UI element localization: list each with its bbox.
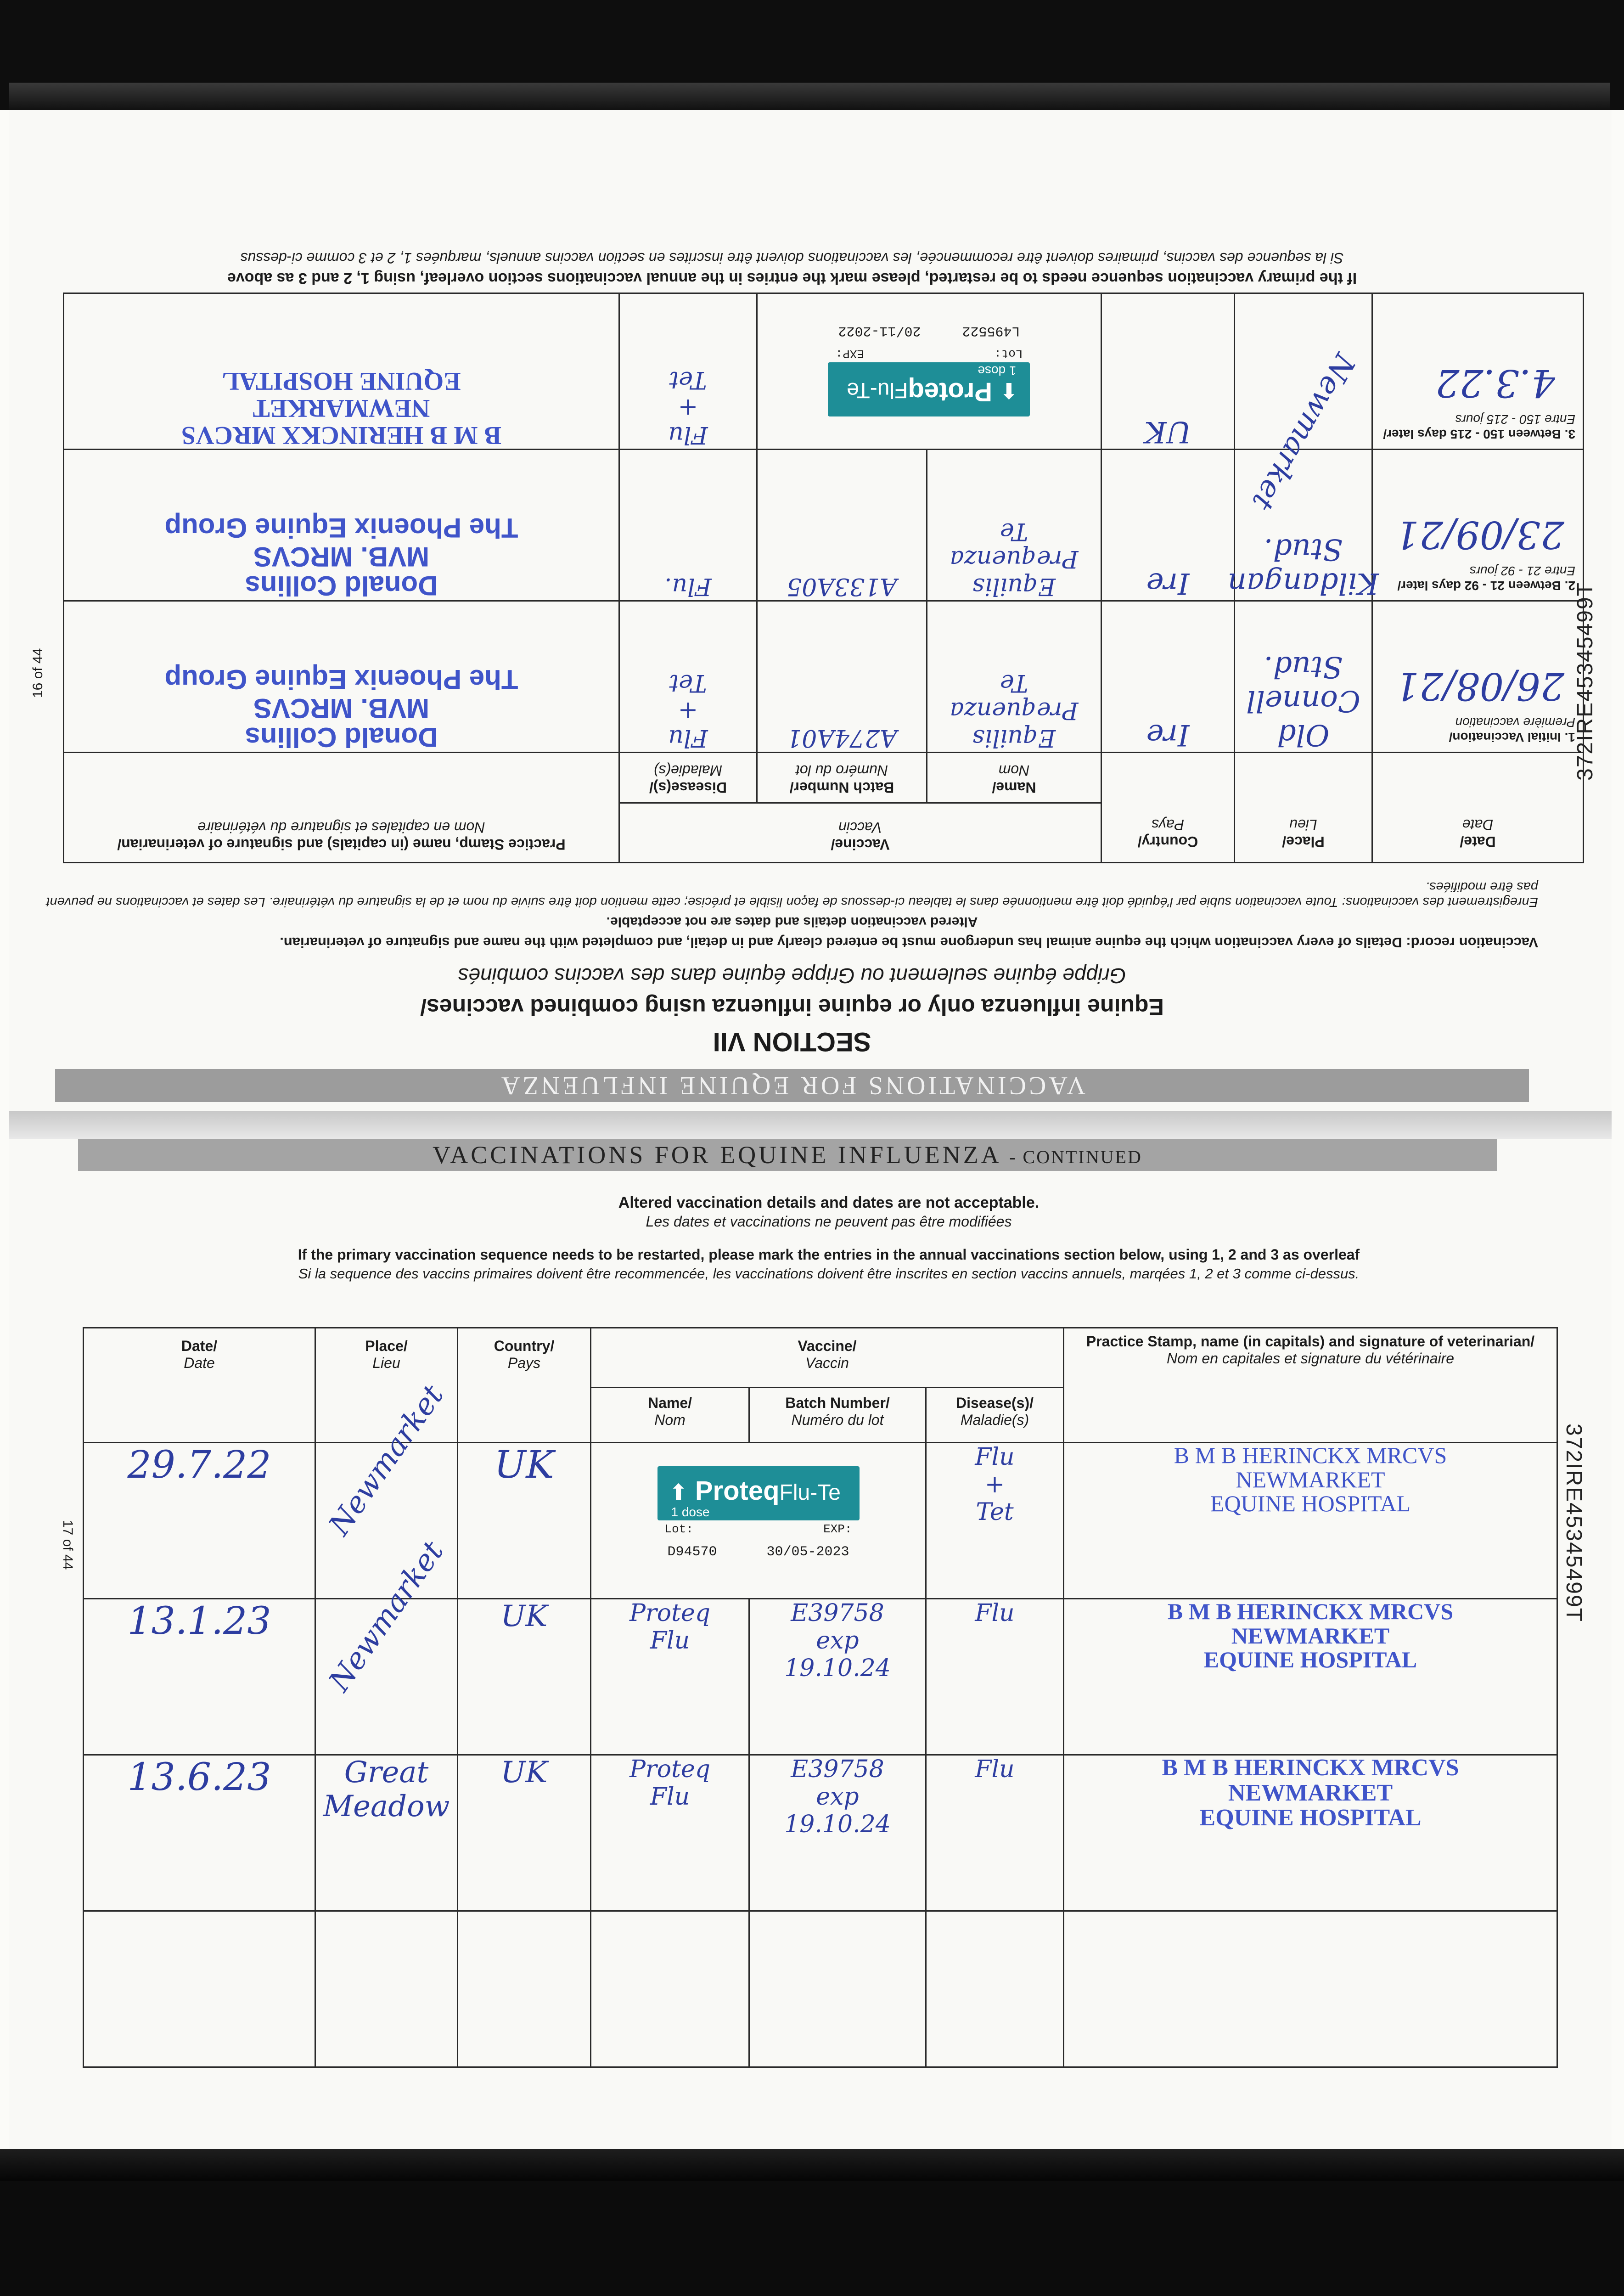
table-row xyxy=(63,601,1583,753)
place-cell: Great Meadow xyxy=(315,1755,458,1911)
practice-stamp-cell: B M B HERINCKX MRCVS NEWMARKET EQUINE HOSPITAL xyxy=(1064,1443,1557,1599)
practice-stamp-cell: B M B HERINCKX MRCVS NEWMARKET EQUINE HOSPITAL xyxy=(1064,1755,1557,1911)
header-disease: Disease(s)/ Maladie(s) xyxy=(619,753,757,803)
vaccine-name-cell: Equilis Prequenza Te xyxy=(927,450,1101,601)
book-gutter xyxy=(9,1111,1612,1139)
practice-stamp-cell: Donald Collins MVB. MRCVS The Phoenix Equine Group xyxy=(63,601,619,753)
country-cell: UK xyxy=(458,1443,591,1599)
batch-number-cell: A274A01 xyxy=(757,601,927,753)
page17-restart-note-en: If the primary vaccination sequence needs to be restarted, please mark the entries in the annual vaccinations section below, using 1, 2 and 3 as overleaf xyxy=(298,1246,1360,1263)
page16-restart-note-fr: Si la sequence des vaccins, primaires doivent être recommencée, les vaccinations doivent être inscrites en section vaccins annuels, marquées 1, 2 et 3 comme ci-dessus xyxy=(240,250,1344,266)
date-cell: 13.1.23 xyxy=(84,1599,315,1755)
header-country: Country/ Pays xyxy=(1101,753,1235,863)
table-row-empty xyxy=(84,1911,1557,2067)
place-cell: Kildangan Stud. xyxy=(1235,450,1372,601)
place-cell: Newmarket xyxy=(315,1443,458,1599)
disease-cell: Flu xyxy=(926,1599,1064,1755)
country-cell: UK xyxy=(458,1599,591,1755)
table-row xyxy=(84,1599,1557,1755)
country-cell: Ire xyxy=(1101,601,1235,753)
header-vaccine: Vaccine/ Vaccin xyxy=(619,803,1101,863)
page16-number: 16 of 44 xyxy=(30,648,45,698)
practice-stamp-cell: B M B HERINCKX MRCVS NEWMARKET EQUINE HOSPITAL xyxy=(1064,1599,1557,1755)
batch-number-cell: E39758 exp 19.10.24 xyxy=(749,1599,926,1755)
page17-vaccination-table xyxy=(83,1327,1558,2068)
page17-band-title: VACCINATIONS FOR EQUINE INFLUENZA xyxy=(433,1141,1000,1169)
page17-restart-note-fr: Si la sequence des vaccins primaires doivent être recommencée, les vaccinations doivent être inscrites en section vaccins annuels, marqées 1, 2 et 3 comme ci-dessus. xyxy=(298,1266,1360,1282)
section-heading-fr: Grippe équine seulement ou Grippe équine dans des vaccins combinés xyxy=(458,964,1126,988)
country-cell: UK xyxy=(1101,293,1235,450)
vaccination-date: 23/09/21 xyxy=(1395,512,1564,556)
country-cell: Ire xyxy=(1101,450,1235,601)
page16-restart-note-en: If the primary vaccination sequence needs to be restarted, please mark the entries in the annual vaccinations section overleaf, using 1, 2 and 3 as above xyxy=(227,270,1357,287)
date-cell: 3. Between 150 - 215 days later/ Entre 150 - 215 jours 4.3.22 xyxy=(1372,293,1584,450)
empty-cell xyxy=(749,1911,926,2067)
scan-edge xyxy=(0,2149,1624,2181)
record-instructions-en: Vaccination record: Details of every vaccination which the equine animal has undergone must be entered clearly and in detail, and completed with the name and signature of veterinarian. xyxy=(280,934,1538,951)
header-disease: Disease(s)/ Maladie(s) xyxy=(926,1388,1064,1443)
vaccine-name-cell: Proteq Flu xyxy=(591,1599,749,1755)
table-row xyxy=(63,450,1583,601)
place-cell: Newmarket xyxy=(315,1599,458,1755)
table-row xyxy=(63,293,1583,450)
proteq-sticker: ⬆ ProteqFlu-Te 1 dose xyxy=(828,362,1030,416)
table-row xyxy=(84,1443,1557,1599)
record-instructions-fr: Enregistrement des vaccinations: Toute vaccination subie par l'équidé doit être mentionnée dans le tableau ci-dessous de façon lisible et précise; cette mention doit être suivie du nom et de la signature du vétérinaire. Les dates et vaccinations ne peuvent pas être modifiées. xyxy=(46,879,1538,909)
page-16 xyxy=(9,110,1612,1111)
disease-cell: Flu + Tet xyxy=(926,1443,1064,1599)
place-cell: Old Connell Stud. xyxy=(1235,601,1372,753)
header-batch-number: Batch Number/ Numéro du lot xyxy=(757,753,927,803)
sticker-arrow-icon: ⬆ xyxy=(1000,378,1018,402)
header-practice-stamp: Practice Stamp, name (in capitals) and signature of veterinarian/ Nom en capitales et signature du vétérinaire xyxy=(1064,1328,1557,1443)
batch-number-cell: A133A05 xyxy=(757,450,927,601)
empty-cell xyxy=(315,1911,458,2067)
batch-number-cell: E39758 exp 19.10.24 xyxy=(749,1755,926,1911)
header-vaccine-name: Name/ Nom xyxy=(927,753,1101,803)
empty-cell xyxy=(926,1911,1064,2067)
page16-passport-code: 372IRE45345499T xyxy=(1573,582,1597,781)
header-vaccine: Vaccine/ Vaccin xyxy=(591,1328,1064,1388)
disease-cell: Flu xyxy=(926,1755,1064,1911)
page17-passport-code: 372IRE45345499T xyxy=(1562,1424,1586,1622)
date-cell: 13.6.23 xyxy=(84,1755,315,1911)
place-cell: Newmarket xyxy=(1235,293,1372,450)
page-17 xyxy=(9,1139,1612,2149)
page-16-rotated-content xyxy=(9,110,1612,1111)
header-vaccine-name: Name/ Nom xyxy=(591,1388,749,1443)
vaccination-date: 4.3.22 xyxy=(1435,361,1555,405)
sticker-lot-area: Lot: EXP: D94570 30/05-2023 xyxy=(664,1522,852,1560)
page16-band-title: VACCINATIONS FOR EQUINE INFLUENZA xyxy=(55,1069,1529,1102)
disease-cell: Flu + Tet xyxy=(619,601,757,753)
vaccine-label-sticker-cell xyxy=(757,293,1101,450)
practice-stamp-cell: B M B HERINCKX MRCVS NEWMARKET EQUINE HOSPITAL xyxy=(63,293,619,450)
sticker-arrow-icon: ⬆ xyxy=(669,1480,688,1505)
practice-stamp-cell: Donald Collins MVB. MRCVS The Phoenix Equine Group xyxy=(63,450,619,601)
disease-cell: Flu. xyxy=(619,450,757,601)
date-cell: 1. Initial Vaccination/ Première vaccination 26/08/21 xyxy=(1372,601,1584,753)
page17-number: 17 of 44 xyxy=(60,1520,75,1570)
vaccine-name-cell: Proteq Flu xyxy=(591,1755,749,1911)
header-country: Country/ Pays xyxy=(458,1328,591,1443)
disease-cell: Flu + Tet xyxy=(619,293,757,450)
section-title: SECTION VII xyxy=(713,1027,871,1057)
page17-band-suffix: - CONTINUED xyxy=(1009,1147,1142,1167)
header-date: Date/ Date xyxy=(1372,753,1584,863)
vaccine-name-cell: Equilis Prequenza Te xyxy=(927,601,1101,753)
date-cell: 2. Between 21 - 92 days later/ Entre 21 - 92 jours 23/09/21 xyxy=(1372,450,1584,601)
table-row xyxy=(84,1755,1557,1911)
header-batch-number: Batch Number/ Numéro du lot xyxy=(749,1388,926,1443)
vaccination-date: 26/08/21 xyxy=(1395,664,1564,708)
country-cell: UK xyxy=(458,1755,591,1911)
vaccine-label-sticker-cell xyxy=(591,1443,926,1599)
header-practice-stamp: Practice Stamp, name (in capitals) and signature of veterinarian/ Nom en capitales et signature du vétérinaire xyxy=(63,753,619,863)
date-cell: 29.7.22 xyxy=(84,1443,315,1599)
record-altered-note: Altered vaccination details and dates are not acceptable. xyxy=(606,914,978,929)
section-heading-en: Equine influenza only or equine influenza using combined vaccines/ xyxy=(420,994,1164,1020)
sticker-lot-area: Lot: EXP: L495522 20/11-2022 xyxy=(835,323,1023,360)
page16-vaccination-table xyxy=(63,293,1584,863)
proteq-sticker: ⬆ ProteqFlu-Te 1 dose xyxy=(657,1466,860,1520)
page17-band xyxy=(78,1139,1497,1171)
header-date: Date/ Date xyxy=(84,1328,315,1443)
scan-edge xyxy=(9,83,1610,110)
empty-cell xyxy=(1064,1911,1557,2067)
page17-altered-note-en: Altered vaccination details and dates are not acceptable. xyxy=(618,1194,1040,1211)
scan-border-top xyxy=(0,0,1624,110)
scan-border-bottom xyxy=(0,2149,1624,2296)
header-place: Place/ Lieu xyxy=(1235,753,1372,863)
empty-cell xyxy=(591,1911,749,2067)
empty-cell xyxy=(458,1911,591,2067)
empty-cell xyxy=(84,1911,315,2067)
header-place: Place/ Lieu xyxy=(315,1328,458,1443)
page17-altered-note-fr: Les dates et vaccinations ne peuvent pas être modifiées xyxy=(646,1213,1012,1230)
